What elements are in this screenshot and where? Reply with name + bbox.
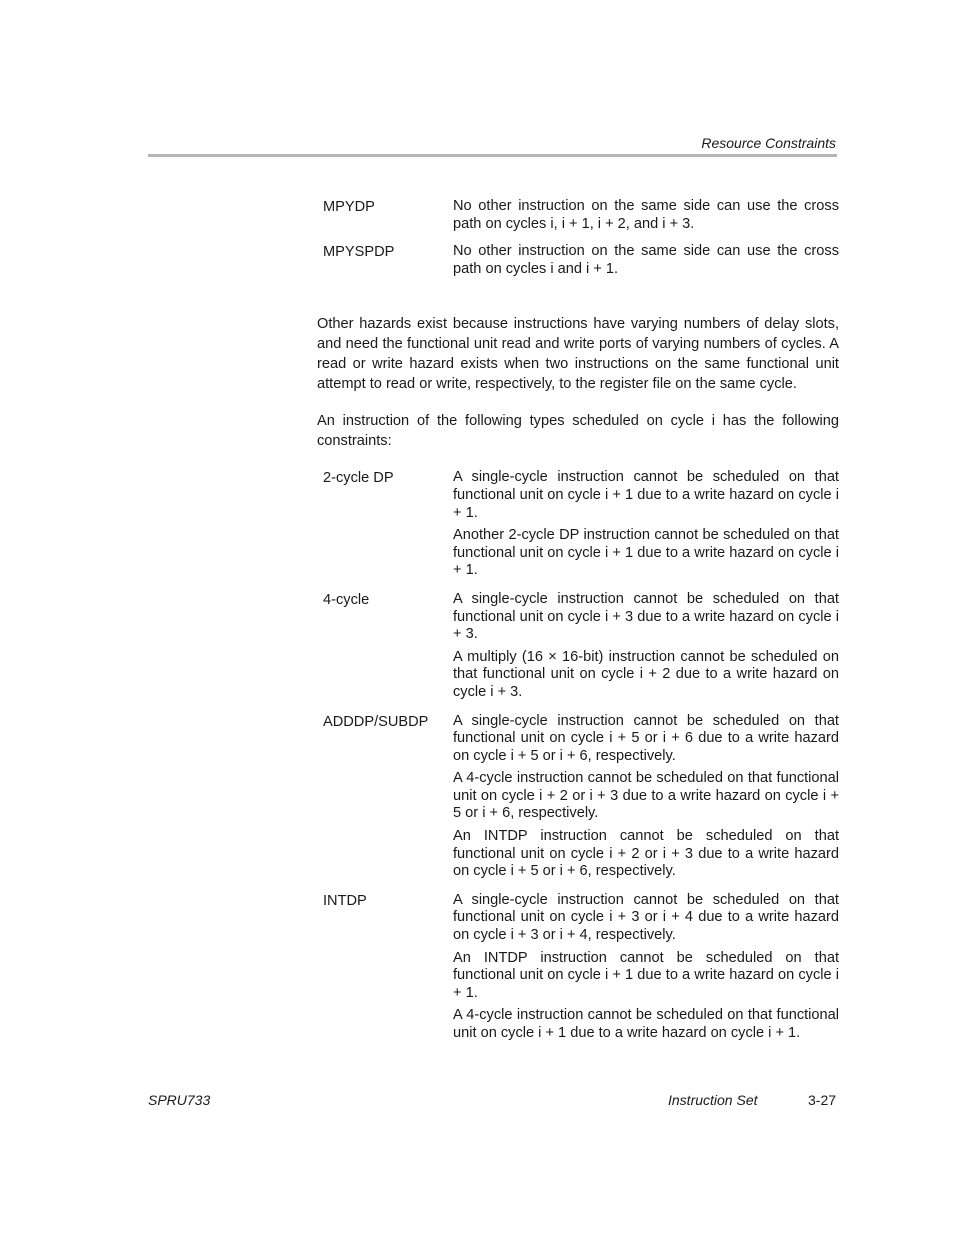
constraint-description: A single-cycle instruction cannot be scheduled on that functional unit on cycle i + 3 or i + 4 due to a write hazard on cycle i + 3 or i + 4, respectively. [453,891,839,944]
definition-term: MPYSPDP [323,244,395,261]
constraint-description: A 4-cycle instruction cannot be scheduled on that functional unit on cycle i + 1 due to a write hazard on cycle i + 1. [453,1007,839,1041]
constraint-row [323,713,839,886]
constraint-term: 2-cycle DP [323,470,394,487]
constraint-term: ADDDP/SUBDP [323,713,429,730]
cross-path-definition-list [323,198,839,283]
footer-section-title: Instruction Set [668,1092,758,1108]
constraint-descriptions [453,591,839,707]
constraint-descriptions [453,713,839,886]
constraint-row [323,892,839,1048]
constraint-description: An INTDP instruction cannot be scheduled on that functional unit on cycle i + 2 or i + 3 due to a write hazard on cycle i + 5 or i + 6, respectively. [453,828,839,880]
definition-descriptions [453,198,839,238]
constraint-description: A single-cycle instruction cannot be scheduled on that functional unit on cycle i + 3 due to a write hazard on cycle i + 3. [453,590,839,643]
constraint-description: An INTDP instruction cannot be scheduled on that functional unit on cycle i + 1 due to a write hazard on cycle i + 1. [453,949,839,1001]
constraint-row [323,591,839,707]
definition-row [323,198,839,238]
constraint-term: 4-cycle [323,591,370,608]
footer-document-id: SPRU733 [148,1092,211,1108]
constraint-description: A 4-cycle instruction cannot be scheduled on that functional unit on cycle i + 2 or i + 3 due to a write hazard on cycle i + 5 or i + 6, respectively. [453,770,839,822]
definition-row [323,243,839,283]
constraint-description: A multiply (16 × 16-bit) instruction cannot be scheduled on that functional unit on cycle i + 2 due to a write hazard on cycle i + 3. [453,648,839,700]
constraint-description: A single-cycle instruction cannot be scheduled on that functional unit on cycle i + 5 or i + 6 due to a write hazard on cycle i + 5 or i + 6, respectively. [453,712,839,764]
body-paragraph: An instruction of the following types scheduled on cycle i has the following constraints: [317,413,839,450]
definition-description: No other instruction on the same side can use the cross path on cycles i, i + 1, i + 2, and i + 3. [453,198,839,232]
constraints-definition-list [323,469,839,1047]
constraint-description: Another 2-cycle DP instruction cannot be scheduled on that functional unit on cycle i + 1 due to a write hazard on cycle i + 1. [453,527,839,579]
footer-page-number: 3-27 [808,1092,837,1108]
constraint-descriptions [453,469,839,585]
constraint-descriptions [453,892,839,1048]
constraint-row [323,469,839,585]
definition-description: No other instruction on the same side can use the cross path on cycles i and i + 1. [453,243,839,277]
header-rule [148,154,837,157]
body-paragraph: Other hazards exist because instructions have varying numbers of delay slots, and need the functional unit read and write ports of varying numbers of cycles. A read or write hazard exists when two instructions on the same functional unit attempt to read or write, respectively, to the register file on the same cycle. [317,316,839,393]
constraint-description: A single-cycle instruction cannot be scheduled on that functional unit on cycle i + 1 due to a write hazard on cycle i + 1. [453,469,839,521]
definition-descriptions [453,243,839,283]
page-content [317,198,839,1048]
definition-term: MPYDP [323,199,375,215]
constraint-term: INTDP [323,892,367,909]
running-header-title: Resource Constraints [701,135,836,151]
